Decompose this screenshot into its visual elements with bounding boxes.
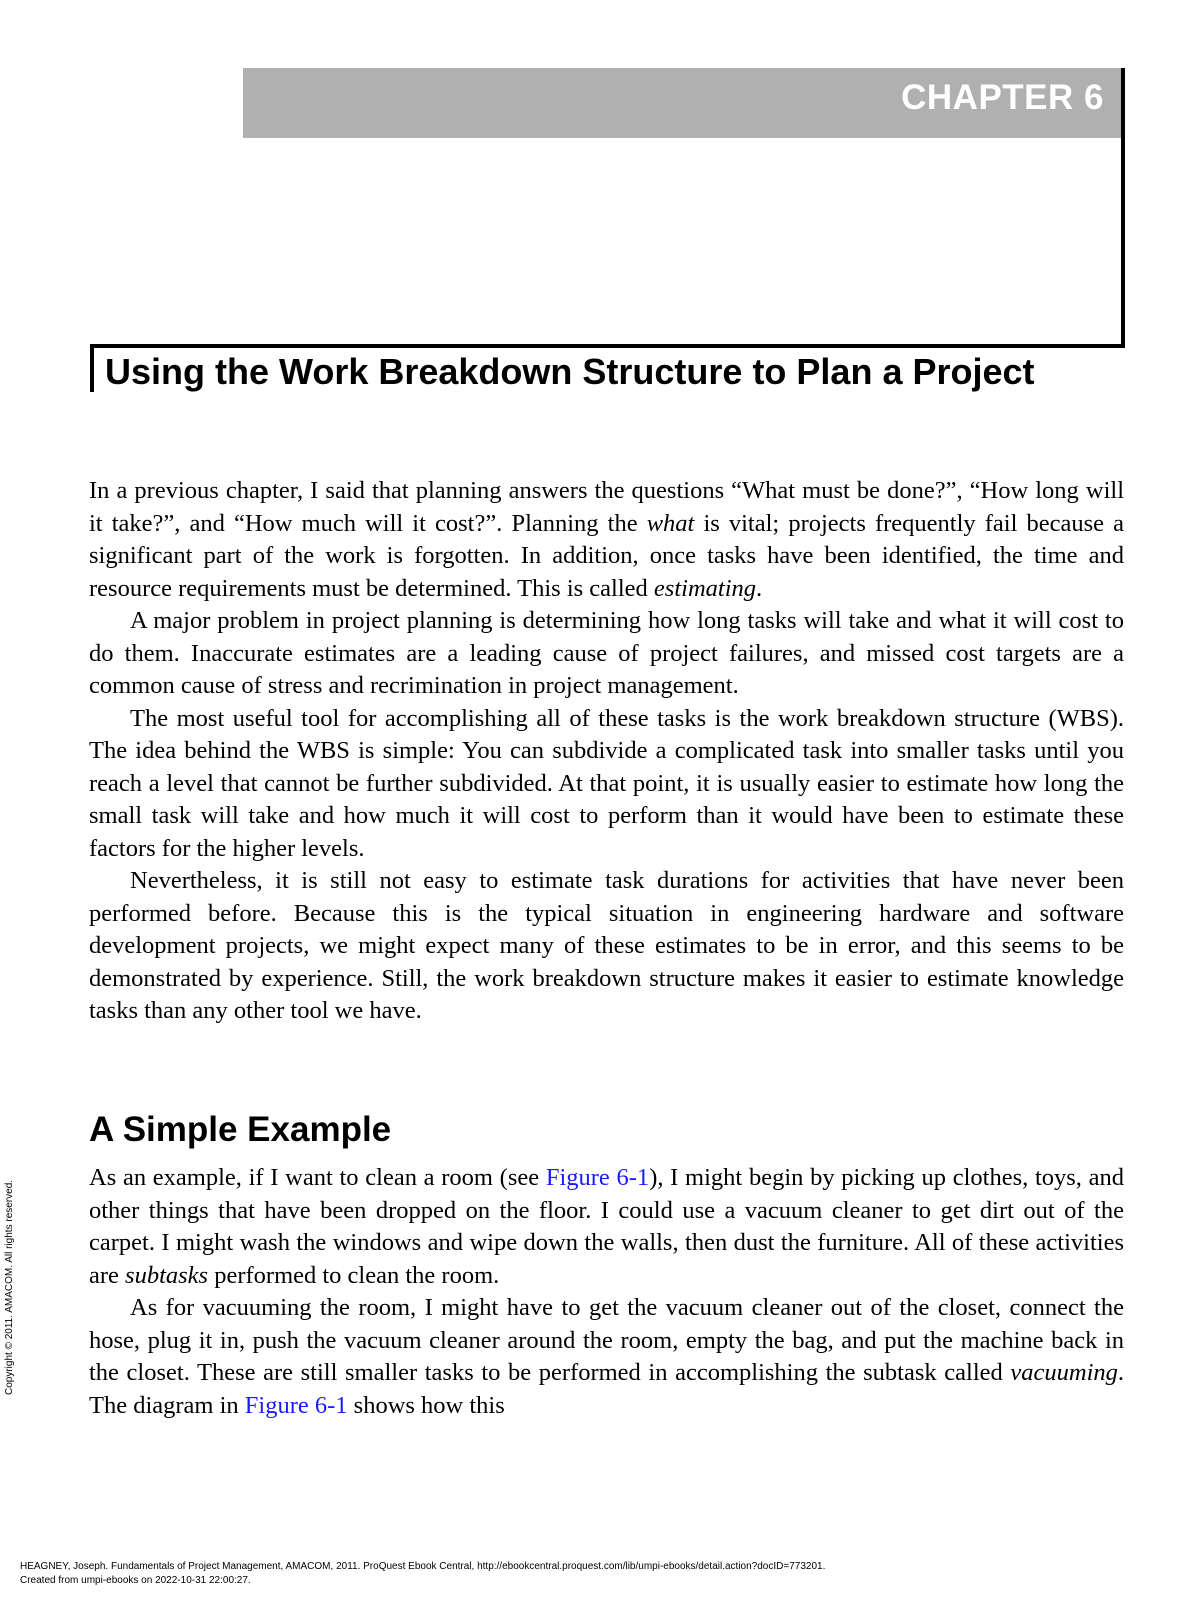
figure-6-1-link[interactable]: Figure 6-1 — [244, 1391, 348, 1419]
chapter-label: CHAPTER 6 — [901, 78, 1104, 117]
chapter-band — [243, 68, 1122, 138]
emphasis-subtasks: subtasks — [125, 1261, 209, 1289]
footer-line-2: Created from umpi-ebooks on 2022-10-31 22:00:27. — [20, 1575, 251, 1586]
chapter-frame-left-rule — [90, 344, 94, 392]
section-p1-end: performed to clean the room. — [208, 1261, 500, 1289]
emphasis-what: what — [646, 509, 695, 537]
emphasis-vacuuming: vacuuming — [1010, 1359, 1118, 1386]
intro-p1-lead: In a previous chapter, I said that planning answers the questions “What must be done?”, “How long will it take?”, and “How much will it cost?”. Planning the — [89, 477, 1124, 537]
section-paragraph-1 — [89, 1162, 1124, 1292]
section-p2-end: shows how this — [347, 1391, 505, 1419]
chapter-frame-bottom-rule — [90, 344, 1125, 348]
footer-line-1: HEAGNEY, Joseph. Fundamentals of Project Management, AMACOM, 2011. ProQuest Ebook Central, http://ebookcentral.proquest.com/lib/umpi-ebooks/detail.action?docID=773201. — [20, 1561, 826, 1572]
section-p2-mid: . The diagram in — [89, 1359, 1124, 1419]
emphasis-estimating: estimating — [653, 574, 757, 602]
intro-paragraph-2: A major problem in project planning is determining how long tasks will take and what it will cost to do them. Inaccurate estimates are a leading cause of project failures, and missed cost targets are a common cause of stress and recrimination in project management. — [89, 607, 1124, 699]
section-heading: A Simple Example — [89, 1110, 392, 1149]
intro-p1-end: . — [756, 574, 763, 602]
intro-p1-mid: is vital; projects frequently fail because a significant part of the work is forgotten. In addition, once tasks have been identified, the time and resource requirements must be determined. This is called — [89, 509, 1124, 602]
figure-6-1-link[interactable]: Figure 6-1 — [545, 1164, 650, 1191]
chapter-title: Using the Work Breakdown Structure to Plan a Project — [105, 351, 1035, 392]
chapter-frame-right-rule — [1121, 68, 1125, 348]
section-p1-mid: ), I might begin by picking up clothes, toys, and other things that have been dropped on the floor. I could use a vacuum cleaner to get dirt out of the carpet. I might wash the windows and wipe down the walls, then dust the furniture. All of these activities are — [89, 1164, 1125, 1289]
section-paragraph-2 — [89, 1292, 1124, 1422]
intro-paragraph-4: Nevertheless, it is still not easy to estimate task durations for activities that have never been performed before. Because this is the typical situation in engineering hardware and software development projects, we might expect many of these estimates to be in error, and this seems to be demonstrated by experience. Still, the work breakdown structure makes it easier to estimate knowledge tasks than any other tool we have. — [89, 867, 1124, 1024]
section-p2-lead: As for vacuuming the room, I might have to get the vacuum cleaner out of the closet, connect the hose, plug it in, push the vacuum cleaner around the room, empty the bag, and put the machine back in the closet. These are still smaller tasks to be performed in accomplishing the subtask called — [89, 1294, 1124, 1386]
intro-paragraph-3: The most useful tool for accomplishing all of these tasks is the work breakdown structure (WBS). The idea behind the WBS is simple: You can subdivide a complicated task into smaller tasks until you reach a level that cannot be further subdivided. At that point, it is usually easier to estimate how long the small task will take and how much it will cost to perform than it would have been to estimate these factors for the higher levels. — [89, 704, 1124, 862]
intro-paragraph-1 — [89, 475, 1124, 605]
section-text — [89, 1162, 1124, 1422]
section-p1-lead: As an example, if I want to clean a room (see — [89, 1164, 546, 1191]
side-copyright-notice: Copyright © 2011. AMACOM. All rights reserved. — [4, 1179, 15, 1395]
footer-citation — [20, 1560, 825, 1588]
intro-text — [89, 475, 1124, 1028]
